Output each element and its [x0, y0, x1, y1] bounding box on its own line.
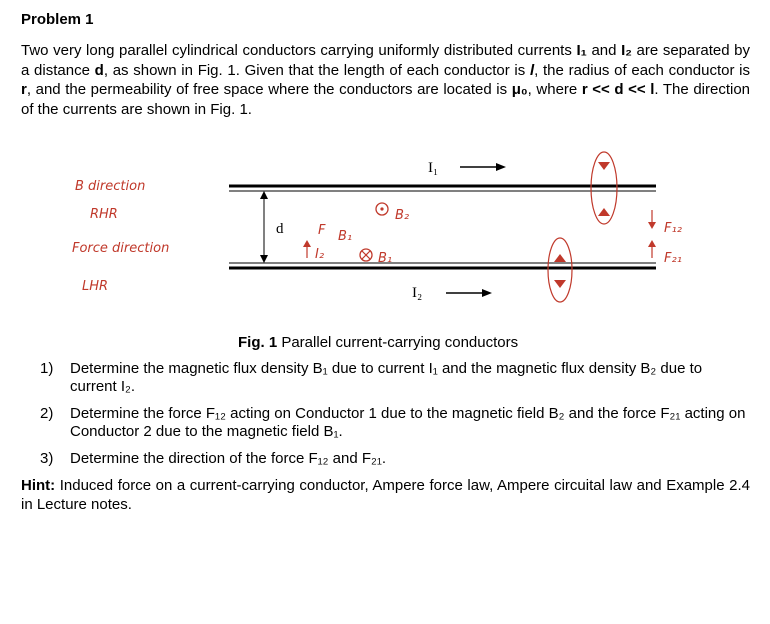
distance-label: d — [276, 221, 284, 237]
question-number: 3) — [40, 450, 54, 467]
distance-arrow-bottom — [260, 255, 268, 263]
note-f-label: F — [318, 223, 326, 238]
force-up-arrowhead — [303, 240, 311, 247]
question-3 — [40, 450, 752, 468]
note-b-direction: B direction — [75, 179, 146, 194]
distance-arrow-top — [260, 191, 268, 199]
note-force-direction: Force direction — [72, 241, 170, 256]
question-1 — [40, 360, 752, 396]
f12-label: F₁₂ — [664, 221, 682, 236]
field-loop-arrow-2 — [598, 208, 610, 216]
b2-label: B₂ — [395, 208, 410, 223]
current-arrowhead-bottom — [482, 289, 492, 297]
current-arrowhead-top — [496, 163, 506, 171]
f21-arrowhead — [648, 240, 656, 247]
question-text: Determine the magnetic flux density B₁ due to current I₁ and the magnetic flux density B₂ due to current I₂. — [70, 360, 703, 395]
field-loop-arrow-1 — [598, 162, 610, 170]
b2-dot-icon — [380, 207, 383, 210]
question-number: 2) — [40, 405, 54, 422]
problem-title: Problem 1 — [21, 11, 94, 28]
note-lhr: LHR — [82, 279, 109, 294]
field-loop-arrow-3 — [554, 254, 566, 262]
question-list — [40, 360, 752, 477]
hint-label: Hint: — [21, 477, 56, 494]
b1-label: B₁ — [378, 251, 393, 266]
question-text: Determine the force F₁₂ acting on Conductor 1 due to the magnetic field B₂ and the force F₂₁ acting on Conductor 2 due to the magnetic field B₁. — [70, 405, 746, 440]
hint-text: Induced force on a current-carrying conductor, Ampere force law, Ampere circuital law and Example 2.4 in Lecture notes. — [21, 477, 750, 513]
field-loop-arrow-4 — [554, 280, 566, 288]
f21-label: F₂₁ — [664, 251, 682, 266]
field-loop-conductor-2 — [548, 238, 572, 302]
current-label-bottom: I₂ — [412, 285, 423, 301]
question-text: Determine the direction of the force F₁₂ and F₂₁. — [70, 450, 387, 467]
note-b1-label: B₁ — [338, 229, 353, 244]
note-i2-label: I₂ — [315, 247, 325, 262]
f12-arrowhead — [648, 222, 656, 229]
note-rhr: RHR — [90, 207, 118, 222]
figure-caption: Fig. 1 Parallel current-carrying conductors — [238, 334, 519, 351]
question-number: 1) — [40, 360, 54, 377]
current-label-top: I₁ — [428, 160, 439, 176]
hint — [21, 476, 750, 514]
problem-statement: Two very long parallel cylindrical conductors carrying uniformly distributed currents I₁ and I₂ are separated by a distance d, as shown in Fig. 1. Given that the length of each conductor is l, the radius of each conductor is r, and the permeability of free space where the conductors are located is μ₀, where r << d << l. The direction of the currents are shown in Fig. 1. — [21, 42, 751, 118]
question-2 — [40, 405, 752, 441]
